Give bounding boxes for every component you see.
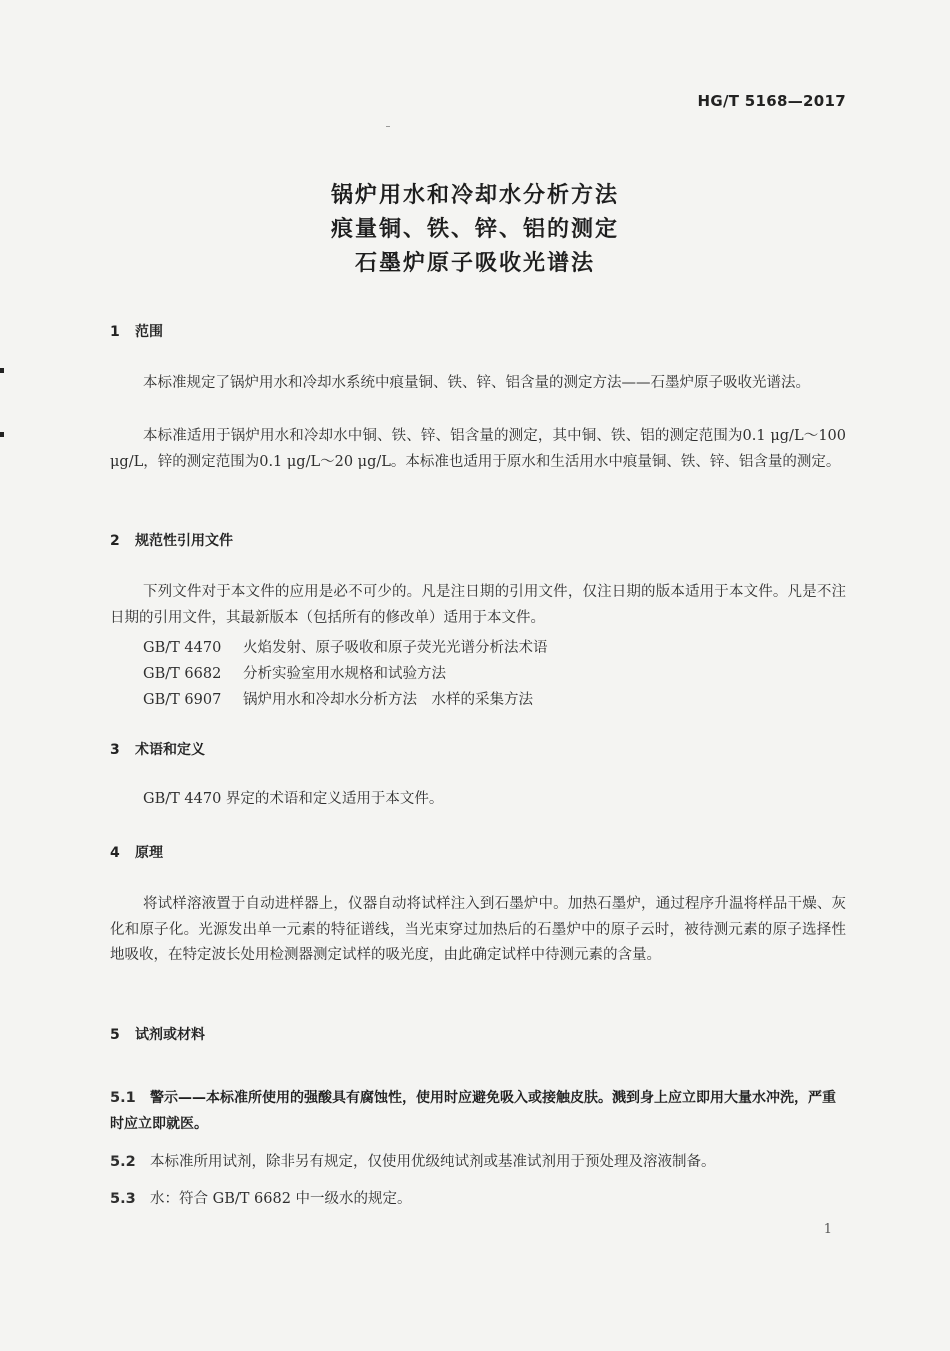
section-heading-normative-references [110,530,233,550]
scope-paragraph-2: 本标准适用于锅炉用水和冷却水中铜、铁、锌、铝含量的测定，其中铜、铁、铝的测定范围为0.1 μg/L～100 μg/L，锌的测定范围为0.1 μg/L～20 μg/L。本标准也适用于原水和生活用水中痕量铜、铁、锌、铝含量的测定。 [110,428,846,470]
section-number: 1 [110,324,120,340]
title-line-2: 痕量铜、铁、锌、铝的测定 [330,217,619,242]
section-title: 范围 [135,324,163,340]
clause-text: 水：符合 GB/T 6682 中一级水的规定。 [150,1191,412,1207]
section-title: 规范性引用文件 [135,533,233,549]
references-paragraph: 下列文件对于本文件的应用是必不可少的。凡是注日期的引用文件，仅注日期的版本适用于本文件。凡是不注日期的引用文件，其最新版本（包括所有的修改单）适用于本文件。 [110,584,846,626]
page-number: 1 [823,1222,832,1237]
clause-5-1-warning [110,1086,846,1137]
scope-paragraph-1: 本标准规定了锅炉用水和冷却水系统中痕量铜、铁、锌、铝含量的测定方法——石墨炉原子吸收光谱法。 [143,375,810,391]
section-number: 4 [110,845,120,861]
reference-code: GB/T 6682 [143,666,222,682]
terms-paragraph: GB/T 4470 界定的术语和定义适用于本文件。 [143,791,444,807]
section-heading-scope [110,321,163,341]
section-heading-reagents [110,1024,205,1044]
section-number: 3 [110,742,120,758]
clause-text: 本标准所用试剂，除非另有规定，仅使用优级纯试剂或基准试剂用于预处理及溶液制备。 [150,1154,716,1170]
reference-item [143,636,548,657]
reference-code: GB/T 6907 [143,692,222,708]
section-heading-principle [110,842,163,862]
clause-number: 5.1 [110,1090,136,1106]
principle-paragraph: 将试样溶液置于自动进样器上，仪器自动将试样注入到石墨炉中。加热石墨炉，通过程序升温将样品干燥、灰化和原子化。光源发出单一元素的特征谱线，当光束穿过加热后的石墨炉中的原子云时，被待测元素的原子选择性地吸收，在特定波长处用检测器测定试样的吸光度，由此确定试样中待测元素的含量。 [110,896,846,963]
scan-edge-mark [0,432,4,437]
standard-number: HG/T 5168—2017 [697,92,846,110]
section-title: 术语和定义 [135,742,205,758]
title-line-3: 石墨炉原子吸收光谱法 [354,251,595,276]
clause-5-2 [110,1150,846,1176]
section-title: 原理 [135,845,163,861]
clause-5-3 [110,1187,846,1213]
reference-title: 分析实验室用水规格和试验方法 [243,666,446,682]
reference-item [143,688,533,709]
clause-number: 5.2 [110,1154,136,1170]
reference-title: 锅炉用水和冷却水分析方法 水样的采集方法 [243,692,533,708]
clause-number: 5.3 [110,1191,136,1207]
section-title: 试剂或材料 [135,1027,205,1043]
scan-edge-mark [0,368,4,373]
reference-code: GB/T 4470 [143,640,222,656]
reference-title: 火焰发射、原子吸收和原子荧光光谱分析法术语 [243,640,548,656]
scan-speck [386,126,390,127]
section-heading-terms [110,739,205,759]
title-line-1: 锅炉用水和冷却水分析方法 [330,183,619,208]
section-number: 5 [110,1027,120,1043]
section-number: 2 [110,533,120,549]
reference-item [143,662,446,683]
warning-text: 警示——本标准所使用的强酸具有腐蚀性，使用时应避免吸入或接触皮肤。溅到身上应立即用大量水冲洗，严重时应立即就医。 [110,1090,836,1132]
